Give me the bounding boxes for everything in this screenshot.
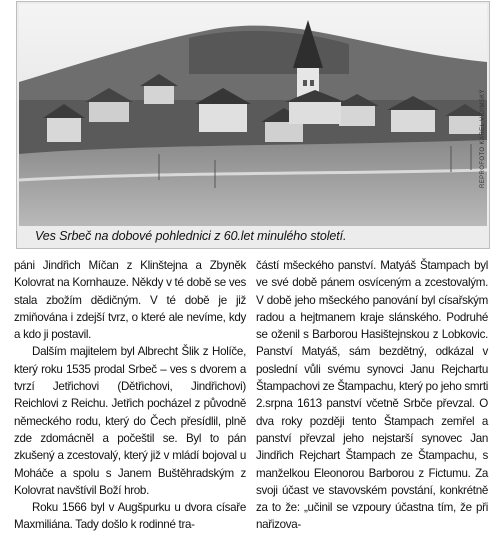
right-column — [256, 257, 488, 546]
village-photograph — [19, 4, 487, 226]
article-body — [14, 257, 488, 546]
photo-caption: Ves Srbeč na dobové pohlednici z 60.let minulého století. — [35, 229, 347, 243]
paragraph: Dalším majitelem byl Albrecht Šlik z Holíče, který roku 1535 prodal Srbeč – ves s dvorem a tvrzí Jetřichovi (Dětřichovi, Jindřichovi) Reichlovi z Reichu. Jetřich pocházel z původně německého rodu, který do Čech přesídlil, plně zde zdomácněl a počeštil se. Byl to pán zkušený a zcestovalý, který již v mládí bojoval u Moháče a spolu s Janem Buštěhradským z Kolovrat navštívil Boží hrob. — [14, 345, 246, 497]
village-photograph-drawing — [19, 4, 487, 226]
left-column — [14, 257, 246, 546]
figure — [16, 1, 490, 249]
field — [19, 140, 487, 226]
photo-credit: REPROFOTO KAREL VIDIMSKÝ — [480, 89, 486, 188]
paragraph: páni Jindřich Míčan z Klinštejna a Zbyněk Kolovrat na Kornhauze. Někdy v té době se ves stala zbožím dědičným. V té době je již zmiňována i zdejší tvrz, o které ale nevíme, kdy a kdo ji postavil. — [14, 259, 246, 342]
paragraph: Roku 1566 byl v Augšpurku u dvora císaře Maxmiliána. Tady došlo k rodinné tra- — [14, 501, 246, 532]
paragraph: částí mšeckého panství. Matyáš Štampach byl ve své době pánem osvíceným a zcestovalým. V době jeho mšeckého panování byl císařským radou a hejtmanem kraje slánského. Podruhé se oženil s Barborou Hasištejnskou z Lobkovic. Panství Matyáš, sám bezdětný, odkázal v poslední vůli svému synovci Janu Rejchartu Štampachovi ze Štampachu, který po jeho smrti 2.srpna 1613 panství včetně Srbče převzal. O dva roky později tento Štampach zemřel a panství převzal jeho nejstarší synovec Jan Jindřich Rejchart Štampach ze Štampachu, s manželkou Eleonorou Barborou z Fictumu. Za svoji účast ve stavovském povstání, konkrétně za to že: „učinil se vzpoury účastna tím, že při nařizova- — [256, 259, 489, 532]
